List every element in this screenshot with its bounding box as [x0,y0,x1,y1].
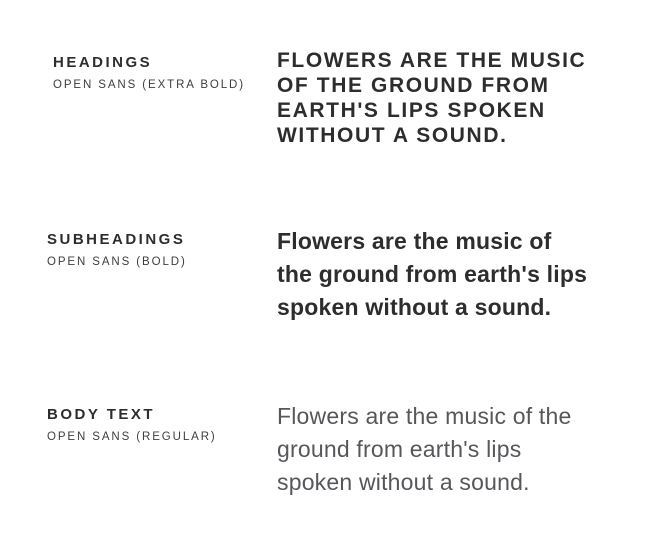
body-text-label-group [47,400,277,444]
body-text-specimen-text: Flowers are the music of the ground from earth's lips spoken without a sound. [277,403,572,495]
headings-font-label: OPEN SANS (EXTRA BOLD) [53,78,245,91]
headings-label-group [47,48,277,92]
body-text-label: BODY TEXT [47,406,156,423]
headings-specimen-text: FLOWERS ARE THE MUSIC OF THE GROUND FROM EARTH'S LIPS SPOKEN WITHOUT A SOUND. [277,49,587,147]
subheadings-font-label: OPEN SANS (BOLD) [47,255,187,268]
subheadings-label-group [47,225,277,269]
specimen-row-subheadings [47,225,662,324]
subheadings-label: SUBHEADINGS [47,231,186,248]
headings-label: HEADINGS [53,54,153,71]
specimen-row-body-text [47,400,662,499]
specimen-row-headings [47,48,662,148]
body-text-font-label: OPEN SANS (REGULAR) [47,430,217,443]
subheadings-specimen-text: Flowers are the music of the ground from earth's lips spoken without a sound. [277,228,588,320]
